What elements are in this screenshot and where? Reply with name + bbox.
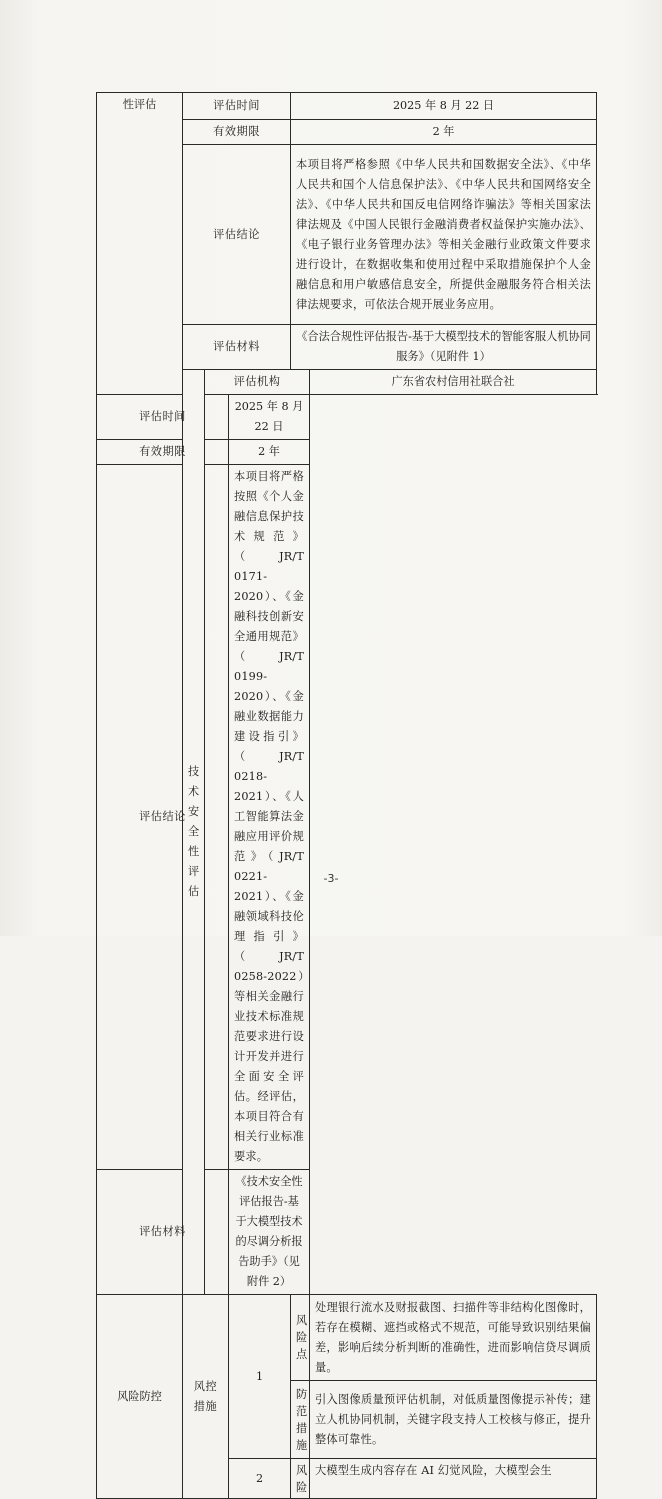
row-tech-conclusion	[97, 465, 597, 1170]
row-tech-eval-time	[97, 395, 597, 440]
label-measures: 风控措施	[183, 1295, 229, 1499]
label-agency: 评估机构	[205, 370, 310, 395]
value-tech-validity: 2 年	[229, 440, 310, 465]
text-tech-materials: 《技术安全性评估报告-基于大模型技术的尽调分析报告助手》（见附件 2）	[229, 1170, 310, 1295]
assessment-table	[96, 92, 597, 1499]
text-prevention: 引入图像质量预评估机制，对低质量图像提示补传；建立人机协同机制，关键字段支持人工校核与修正，提升整体可靠性。	[310, 1381, 597, 1459]
category-legal: 性评估	[97, 93, 183, 395]
label-tech-materials: 评估材料	[97, 1170, 229, 1295]
label-conclusion: 评估结论	[183, 145, 291, 325]
label-materials: 评估材料	[183, 325, 291, 370]
page-number: -3-	[323, 872, 339, 885]
label-risk-point: 风险点	[291, 1295, 310, 1381]
category-tech: 技术安全性评估	[183, 370, 205, 1295]
row-risk-1-point	[97, 1295, 597, 1381]
row-legal-eval-time	[97, 93, 597, 120]
text-tech-conclusion: 本项目将严格按照《个人金融信息保护技术规范》（JR/T 0171-2020）、《金融科技创新安全通用规范》（JR/T 0199-2020）、《金融业数据能力建设指引》（JR/T 0218-2021）、《人工智能算法金融应用评价规范》（JR/T 0221-2021）、《金融领域科技伦理指引》（JR/T 0258-2022）等相关金融行业技术标准规范要求进行设计开发并进行全面安全评估。经评估，本项目符合有相关行业标准要求。	[229, 465, 310, 1170]
label-tech-validity: 有效期限	[97, 440, 229, 465]
value-tech-eval-time: 2025 年 8 月 22 日	[229, 395, 310, 440]
text-risk-point: 大模型生成内容存在 AI 幻觉风险，大模型会生	[310, 1459, 597, 1499]
label-risk-point: 风险	[291, 1459, 310, 1499]
label-tech-conclusion: 评估结论	[97, 465, 229, 1170]
risk-item-number: 1	[229, 1295, 291, 1459]
label-eval-time: 评估时间	[183, 93, 291, 120]
row-tech-validity	[97, 440, 597, 465]
text-materials: 《合法合规性评估报告-基于大模型技术的智能客服人机协同服务》（见附件 1）	[291, 325, 597, 370]
row-tech-materials	[97, 1170, 597, 1295]
risk-item-number: 2	[229, 1459, 291, 1499]
value-agency: 广东省农村信用社联合社	[310, 370, 597, 395]
label-prevention: 防范措施	[291, 1381, 310, 1459]
value-validity: 2 年	[291, 120, 597, 145]
category-risk: 风险防控	[97, 1295, 183, 1499]
value-eval-time: 2025 年 8 月 22 日	[291, 93, 597, 120]
text-conclusion: 本项目将严格参照《中华人民共和国数据安全法》、《中华人民共和国个人信息保护法》、《中华人民共和国网络安全法》、《中华人民共和国反电信网络诈骗法》等相关国家法律法规及《中国人民银行金融消费者权益保护实施办法》、《电子银行业务管理办法》等相关金融行业政策文件要求进行设计，在数据收集和使用过程中采取措施保护个人金融信息和用户敏感信息安全，所提供金融服务符合相关法律法规要求，可依法合规开展业务应用。	[291, 145, 597, 325]
label-validity: 有效期限	[183, 120, 291, 145]
text-risk-point: 处理银行流水及财报截图、扫描件等非结构化图像时，若存在模糊、遮挡或格式不规范，可能导致识别结果偏差，影响后续分析判断的准确性，进而影响信贷尽调质量。	[310, 1295, 597, 1381]
label-tech-eval-time: 评估时间	[97, 395, 229, 440]
